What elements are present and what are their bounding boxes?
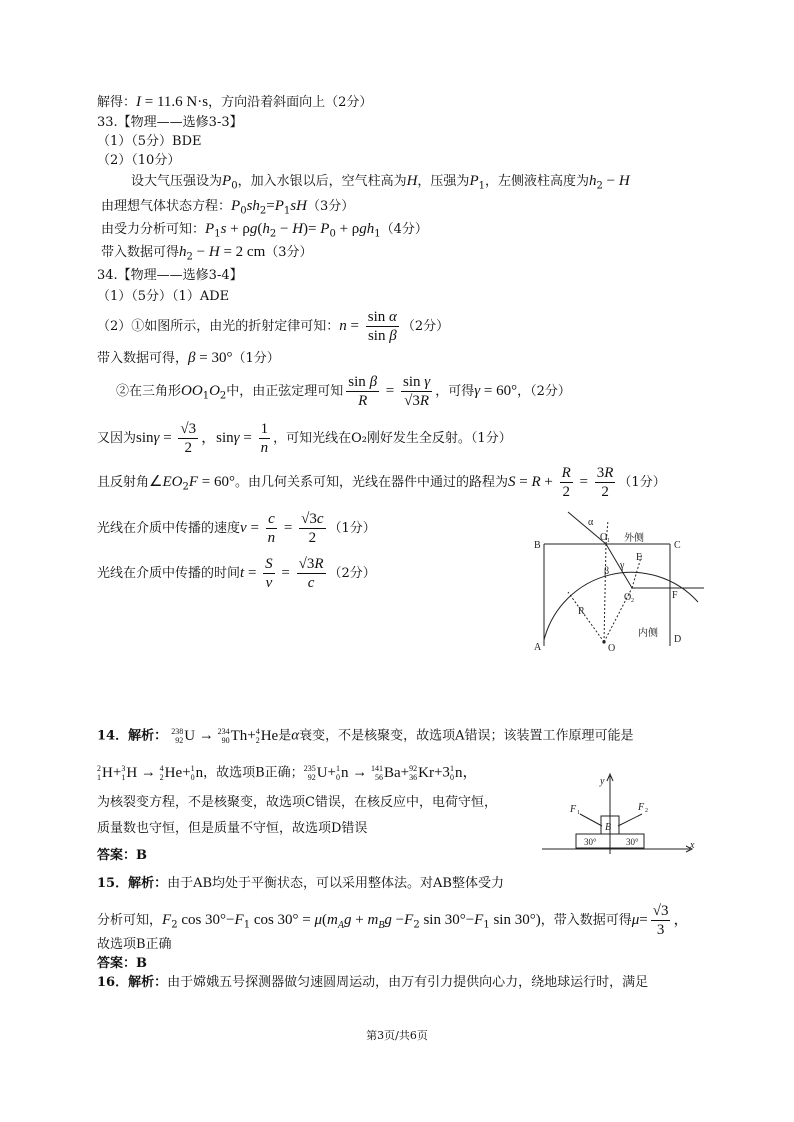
label-x: x <box>690 840 695 851</box>
s33-force-balance: 由受力分析可知：$P_1s + \rho g(h_2 - H)= P_0 + \rho gh_1(4$分） <box>101 221 428 240</box>
s34-speed: 光线在介质中传播的速度v = $\frac{c}{n}$ = $\frac{√3c}{2}$ （1分） <box>97 511 376 546</box>
label-a: A <box>534 642 542 653</box>
label-f2: F <box>638 802 645 813</box>
s34-snell: （2）①如图所示，由光的折射定律可知：n = $\frac{\text{sin α}}{\text{sin β}}$ （2分） <box>97 309 450 344</box>
force-diagram <box>540 772 700 854</box>
optics-diagram <box>528 510 708 655</box>
s33-setup: 设大气压强设为$P_0$，加入水银以后，空气柱高为H，压强为$P_1$，左侧液柱高度为$h_2 - H$ <box>131 173 630 192</box>
svg-text:2: 2 <box>645 808 648 814</box>
label-y: y <box>600 776 605 787</box>
label-r: R <box>578 606 585 617</box>
page-footer: 第3页/共6页 <box>366 1029 428 1042</box>
s33-part2: （2）（10分） <box>97 153 181 168</box>
q14-line1: 14．解析： 238 92 U → 234 90 Th+ 4 2 He是α衰变，不是核聚变，故选项A错误；该装置工作原理可能是 <box>97 727 634 746</box>
s34-time: 光线在介质中传播的时间t = $\frac{S}{v}$ = $\frac{√3R}{c}$ （2分） <box>97 556 376 591</box>
q14-line3: 为核裂变方程，不是核聚变，故选项C错误，在核反应中，电荷守恒， <box>97 795 497 810</box>
label-f1: F <box>570 804 577 815</box>
label-beta: β <box>604 566 610 577</box>
q14-line2: 2 1 H+ 3 1 H → 4 2 He+ 1 0 n，故选项B正确； 235 92 U+ 1 0 n → 141 56 Ba+ 92 36 Kr+3 1 0 n， <box>97 764 478 783</box>
svg-text:1: 1 <box>577 810 580 816</box>
label-outer: 外侧 <box>624 533 644 544</box>
label-inner: 内侧 <box>638 628 658 639</box>
center-o <box>602 640 605 643</box>
s34-path-length: 且反射角$\angle EO_2F = 60^\circ$。由几何关系可知，光线在器件中通过的路程为S = R + $\frac{R}{2}$ = $\frac{3R}{2}$ （1分） <box>97 465 666 500</box>
s34-total-reflection: 又因为sinγ = $\frac{√3}{2}$ ，sinγ = $\frac{1}{n}$ ，可知光线在O₂刚好发生全反射。（1分） <box>97 421 512 456</box>
refracted-ray <box>606 544 632 588</box>
s33-gas-law: 由理想气体状态方程：$P_0sh_2=P_1sH(3$分） <box>101 198 355 217</box>
force-f1 <box>580 814 602 826</box>
radius-o-o1 <box>604 544 606 642</box>
q16-line1: 16．解析：由于嫦娥五号探测器做匀速圆周运动，由万有引力提供向心力，绕地球运行时，满足 <box>97 975 649 990</box>
q15-line2: 分析可知，$F_2$ $\cos 30^\circ-F_1$ $\cos 30^\circ = \mu(m_Ag + m_Bg -F_2$ $\sin 30^\circ-F_1$ sin 30°)，带入数据可得μ= $\frac{√3}{3}$ ， <box>97 903 689 938</box>
label-f: F <box>672 590 678 601</box>
inner-arc <box>544 572 698 640</box>
svg-text:2: 2 <box>631 598 634 604</box>
radius-r <box>568 592 604 642</box>
svg-text:1: 1 <box>607 538 610 544</box>
label-angle-2: 30° <box>626 837 639 847</box>
label-o: O <box>608 643 616 654</box>
s34-part1: （1）（5分）（1）ADE <box>97 289 230 304</box>
label-c: C <box>674 540 681 551</box>
label-o2: O <box>624 592 632 603</box>
s34-beta: 带入数据可得，β = 30°（1分） <box>97 350 280 366</box>
s33-part1: （1）（5分）BDE <box>97 134 202 149</box>
q15-answer: 答案：B <box>97 956 147 971</box>
label-alpha: α <box>588 517 594 528</box>
label-d: D <box>674 634 682 645</box>
line-impulse-result: 解得：I = 11.6 N·s，方向沿着斜面向上（2分） <box>97 94 373 110</box>
q14-line4: 质量数也守恒，但是质量不守恒，故选项D错误 <box>97 821 368 836</box>
label-e: E <box>636 552 643 563</box>
label-gamma: γ <box>620 560 625 571</box>
q15-line1: 15．解析：由于AB均处于平衡状态，可以采用整体法。对AB整体受力 <box>97 876 504 891</box>
q15-line3: 故选项B正确 <box>97 937 172 952</box>
label-b: B <box>534 540 541 551</box>
section-33-title: 33.【物理——选修3-3】 <box>97 115 243 130</box>
force-f2 <box>618 814 642 826</box>
label-angle-1: 30° <box>584 837 597 847</box>
q14-answer: 答案：B <box>97 848 147 863</box>
section-34-title: 34.【物理——选修3-4】 <box>97 268 243 283</box>
label-b: B <box>605 822 612 833</box>
s33-result: 带入数据可得$h_2 - H = 2$ cm（3分） <box>101 244 313 263</box>
s34-sine-law: ②在三角形$OO_1O_2$中，由正弦定理可知 $\frac{\text{sin β}}{R}$ = $\frac{\text{sin γ}}{√3R}$ ，可得γ = 60°，（2分） <box>116 374 571 409</box>
label-o1: O <box>600 532 608 543</box>
